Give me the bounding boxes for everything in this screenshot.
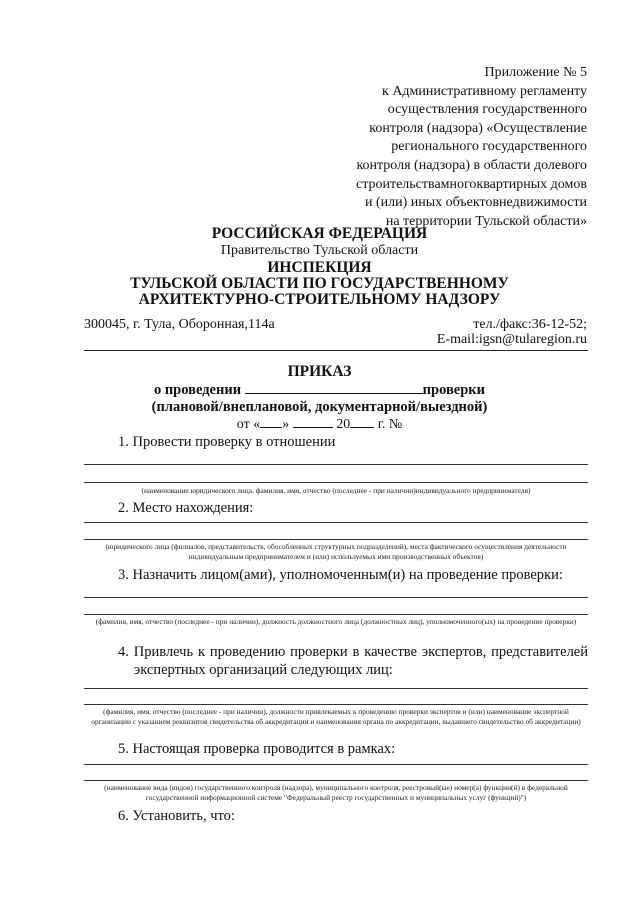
item-6: 6. Установить, что: xyxy=(118,808,235,824)
header-government: Правительство Тульской области xyxy=(220,243,419,258)
fill-line xyxy=(84,464,588,465)
date-from: от « xyxy=(236,417,261,432)
header-agency-line-3: АРХИТЕКТУРНО-СТРОИТЕЛЬНОМУ НАДЗОРУ xyxy=(138,291,501,308)
header-agency-line-1: ИНСПЕКЦИЯ xyxy=(267,259,372,276)
fill-line xyxy=(84,522,588,523)
order-type-line xyxy=(0,381,639,399)
item-3-note: (фамилия, имя, отчество (последнее - при наличии), должность должностного лица (должностных лиц), уполномоченного(ых) на проведение проверки) xyxy=(95,617,577,626)
appendix-line: на территории Тульской области» xyxy=(385,213,587,229)
item-1-note: (наименование юридического лица, фамилия, имя, отчество (последнее - при наличии)индивидуального предпринимателя) xyxy=(141,486,531,495)
date-month-blank xyxy=(293,415,333,428)
appendix-line: контроля (надзора) в области долевого xyxy=(356,157,587,173)
phone-fax: тел./факс:36-12-52; xyxy=(473,317,587,332)
item-3: 3. Назначить лицом(ами), уполномоченным(и) на проведение проверки: xyxy=(118,567,563,583)
order-title: ПРИКАЗ xyxy=(287,363,352,380)
item-5: 5. Настоящая проверка проводится в рамках: xyxy=(118,741,396,757)
appendix-block xyxy=(356,64,587,231)
header-divider xyxy=(84,350,588,351)
date-quote: » xyxy=(282,417,290,432)
item-4-line-2: экспертных организаций следующих лиц: xyxy=(134,662,393,678)
appendix-line: и (или) иных объектовнедвижимости xyxy=(364,195,587,211)
address: 300045, г. Тула, Оборонная,114а xyxy=(84,317,275,332)
appendix-line: строительствамногоквартирных домов xyxy=(355,176,587,192)
appendix-line: Приложение № 5 xyxy=(484,65,587,80)
appendix-line: к Административному регламенту xyxy=(382,83,587,99)
appendix-line: регионального государственного xyxy=(391,139,587,155)
order-type-blank xyxy=(245,381,423,394)
item-1: 1. Провести проверку в отношении xyxy=(118,434,336,450)
fill-line xyxy=(84,539,588,540)
date-year: 20 xyxy=(336,417,351,432)
appendix-line: контроля (надзора) «Осуществление xyxy=(369,120,587,136)
item-2-note: (юридического лица (филиалов, представительств, обособленных структурных подразделений), места фактического осуществления деятельности индивидуальным предпринимателем и (или) используемых ими производственных объектов) xyxy=(105,542,567,561)
order-suffix: проверки xyxy=(422,382,486,398)
item-4-line-1: 4. Привлечь к проведению проверки в качестве экспертов, представителей xyxy=(118,644,588,660)
header-agency-line-2: ТУЛЬСКОЙ ОБЛАСТИ ПО ГОСУДАРСТВЕННОМУ xyxy=(130,275,509,292)
order-date-line xyxy=(0,415,639,433)
item-2: 2. Место нахождения: xyxy=(118,500,254,516)
fill-line xyxy=(84,597,588,598)
date-number-label: г. № xyxy=(377,417,403,432)
fill-line xyxy=(84,764,588,765)
email: E-mail:igsn@tularegion.ru xyxy=(436,332,587,347)
fill-line xyxy=(84,688,588,689)
fill-line xyxy=(84,482,588,483)
fill-line xyxy=(84,780,588,781)
fill-line xyxy=(84,614,588,615)
order-prefix: о проведении xyxy=(153,382,242,398)
date-day-blank xyxy=(260,415,282,428)
date-year-blank xyxy=(350,415,374,428)
appendix-line: осуществления государственного xyxy=(387,102,587,118)
header-country: РОССИЙСКАЯ ФЕДЕРАЦИЯ xyxy=(211,225,428,242)
item-4-note: (фамилия, имя, отчество (последнее - при наличии), должности привлекаемых к проведению проверки экспертов и (или) наименование экспертной организации с указанием реквизитов свидетельства об аккредитации и наименования органа по аккредитации, выдавшего свидетельство об аккредитации) xyxy=(91,707,581,726)
order-type-hint: (плановой/внеплановой, документарной/выездной) xyxy=(151,399,488,415)
item-5-note: (наименование вида (видов) государственного контроля (надзора), муниципального контроля, реестровый(ые) номер(а) функции(й) в федеральной государственной информационной системе "Федеральный реестр государственных и муниципальных услуг (функций)") xyxy=(104,783,568,802)
fill-line xyxy=(84,704,588,705)
